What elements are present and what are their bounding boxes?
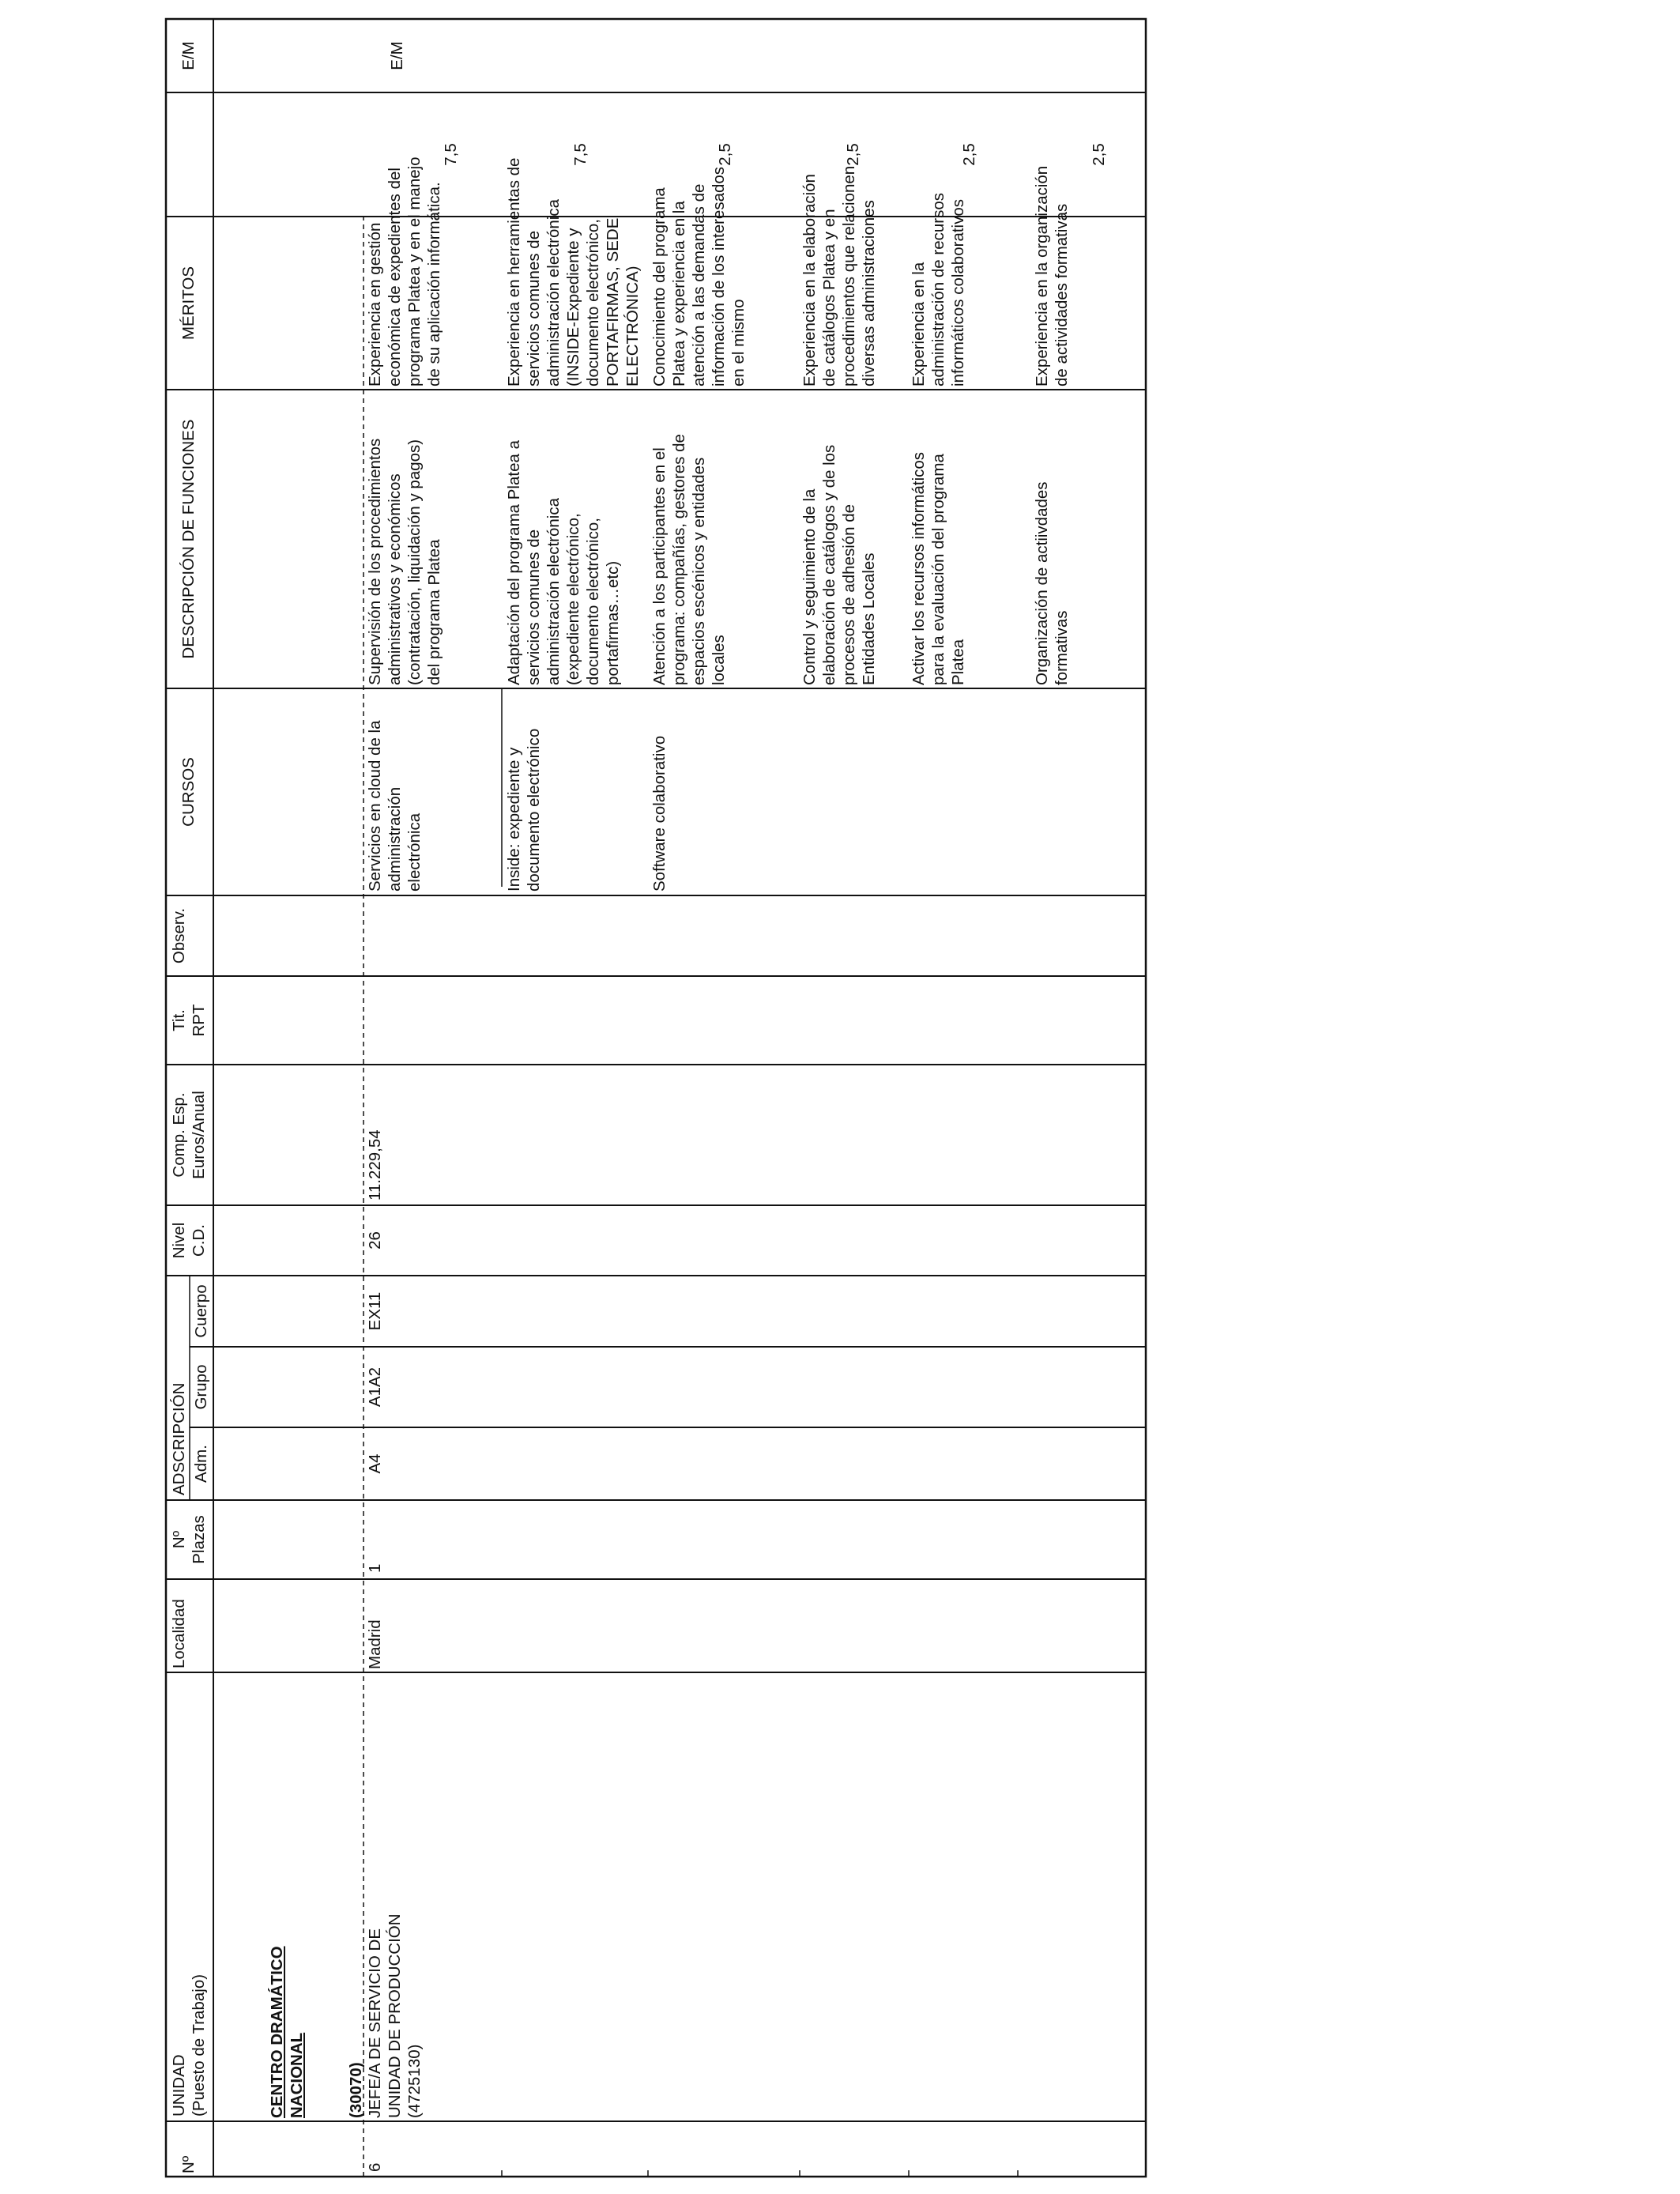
merito-1: Experiencia en gestión económica de expedientes del programa Platea y en el manejo de su aplicación informática. xyxy=(366,156,443,386)
post-nivel: 26 xyxy=(366,1231,384,1250)
merito-3: Conocimiento del programa Platea y experiencia en la atención a las demandas de información de los interesados en el mismo xyxy=(650,166,748,386)
header-observ: Observ. xyxy=(170,907,188,964)
funcion-2: Adaptación del programa Platea a servicios comunes de administración electrónica (expediente electrónico, documento electrónico, portafirmas…etc) xyxy=(505,440,622,685)
merito-6: Experiencia en la organización de actividades formativas xyxy=(1033,165,1071,386)
merito-4: Experiencia en la elaboración de catálogos Platea y en procedimientos que relacionen diversas administraciones xyxy=(800,165,878,386)
post-plazas: 1 xyxy=(366,1563,384,1573)
header-tit: Tit. RPT xyxy=(170,1004,208,1037)
unit-code: (30070) xyxy=(347,2062,365,2118)
header-meritos: MÉRITOS xyxy=(179,266,198,341)
rotated-table xyxy=(158,11,1154,2185)
merito-5: Experiencia en la administración de recursos informáticos colaborativos xyxy=(910,193,967,386)
post-title: JEFE/A DE SERVICIO DE UNIDAD DE PRODUCCIÓN (4725130) xyxy=(366,1913,424,2118)
merito-6-score: 2,5 xyxy=(1090,143,1108,166)
post-grupo: A1A2 xyxy=(366,1367,384,1408)
header-nivel: Nivel C.D. xyxy=(170,1222,208,1259)
header-cuerpo: Cuerpo xyxy=(192,1284,210,1338)
header-adm: Adm. xyxy=(192,1445,210,1483)
header-adscripcion: ADSCRIPCIÓN xyxy=(170,1382,188,1495)
funcion-4: Control y seguimiento de la elaboración de catálogos y de los procesos de adhesión de Entidades Locales xyxy=(800,444,878,685)
header-funciones: DESCRIPCIÓN DE FUNCIONES xyxy=(179,419,198,659)
post-adm: A4 xyxy=(366,1453,384,1474)
curso-2: Inside: expediente y documento electrónico xyxy=(505,728,543,892)
header-em: E/M xyxy=(179,41,198,70)
header-comp: Comp. Esp. Euros/Anual xyxy=(170,1091,208,1179)
merito-3-score: 2,5 xyxy=(716,143,734,166)
post-localidad: Madrid xyxy=(366,1619,384,1669)
merito-2: Experiencia en herramientas de servicios comunes de administración electrónica (INSIDE-Expediente y documento electrónico, PORTAFIRMAS, SEDE ELECTRÓNICA) xyxy=(505,157,642,386)
funcion-1: Supervisión de los procedimientos administrativos y económicos (contratación, liquidación y pagos) del programa Platea xyxy=(366,438,443,685)
curso-1: Servicios en cloud de la administración electrónica xyxy=(366,720,424,892)
post-cuerpo: EX11 xyxy=(366,1291,384,1331)
header-plazas: Nº Plazas xyxy=(170,1515,208,1564)
unit-name: CENTRO DRAMÁTICO NACIONAL xyxy=(268,1946,306,2118)
header-num: Nº xyxy=(179,2155,198,2173)
header-localidad: Localidad xyxy=(170,1599,188,1668)
header-unidad: UNIDAD (Puesto de Trabajo) xyxy=(170,1973,208,2117)
funcion-6: Organización de actiivdades formativas xyxy=(1033,481,1071,685)
merito-5-score: 2,5 xyxy=(960,143,978,166)
merito-2-score: 7,5 xyxy=(571,143,590,166)
merito-1-score: 7,5 xyxy=(442,143,460,166)
curso-3: Software colaborativo xyxy=(650,735,669,892)
merito-4-score: 2,5 xyxy=(844,143,862,166)
funcion-3: Atención a los participantes en el programa: compañías, gestores de espacios escénicos y entidades locales xyxy=(650,434,728,685)
post-num: 6 xyxy=(366,2162,384,2172)
post-em: E/M xyxy=(388,41,406,70)
post-comp: 11.229,54 xyxy=(366,1129,384,1201)
funcion-5: Activar los recursos informáticos para la evaluación del programa Platea xyxy=(910,451,967,685)
header-grupo: Grupo xyxy=(192,1364,210,1410)
header-cursos: CURSOS xyxy=(179,757,198,827)
